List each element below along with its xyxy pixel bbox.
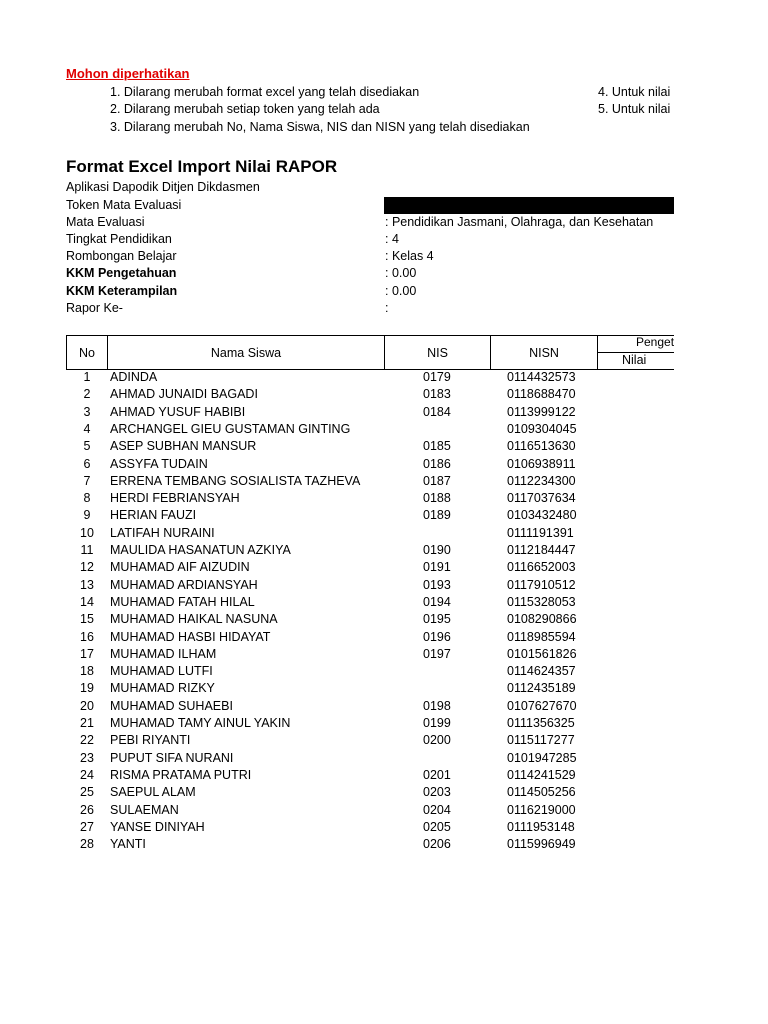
notice-title: Mohon diperhatikan	[66, 66, 190, 81]
cell-nis: 0186	[423, 457, 451, 471]
cell-no: 9	[83, 508, 91, 522]
cell-nama-siswa: LATIFAH NURAINI	[110, 526, 215, 540]
cell-nisn: 0101561826	[507, 647, 577, 661]
cell-no: 20	[80, 699, 94, 713]
cell-nis: 0185	[423, 439, 451, 453]
cell-nis: 0179	[423, 370, 451, 384]
cell-no: 12	[80, 560, 94, 574]
cell-nama-siswa: MUHAMAD HASBI HIDAYAT	[110, 630, 271, 644]
token-field[interactable]	[384, 197, 674, 214]
cell-nama-siswa: YANSE DINIYAH	[110, 820, 205, 834]
cell-nisn: 0114505256	[507, 785, 576, 799]
cell-nama-siswa: RISMA PRATAMA PUTRI	[110, 768, 252, 782]
cell-nisn: 0111356325	[507, 716, 575, 730]
cell-nis: 0200	[423, 733, 451, 747]
cell-nis: 0184	[423, 405, 451, 419]
cell-nisn: 0116219000	[507, 803, 576, 817]
cell-nama-siswa: MUHAMAD AIF AIZUDIN	[110, 560, 250, 574]
cell-nisn: 0108290866	[507, 612, 577, 626]
cell-nis: 0204	[423, 803, 451, 817]
app-name: Aplikasi Dapodik Ditjen Dikdasmen	[66, 180, 260, 194]
field-label-token: Token Mata Evaluasi	[66, 198, 182, 212]
cell-nisn: 0106938911	[507, 457, 576, 471]
cell-no: 27	[80, 820, 94, 834]
cell-nama-siswa: ASSYFA TUDAIN	[110, 457, 208, 471]
cell-nis: 0203	[423, 785, 451, 799]
field-label-kkm-pengetahuan: KKM Pengetahuan	[66, 266, 177, 280]
cell-no: 8	[83, 491, 91, 505]
cell-nama-siswa: YANTI	[110, 837, 146, 851]
cell-nis: 0183	[423, 387, 451, 401]
field-value-mata-evaluasi: : Pendidikan Jasmani, Olahraga, dan Kesehatan	[385, 215, 654, 229]
cell-nama-siswa: MUHAMAD RIZKY	[110, 681, 215, 695]
cell-no: 6	[83, 457, 91, 471]
cell-nis: 0187	[423, 474, 451, 488]
cell-nama-siswa: MUHAMAD TAMY AINUL YAKIN	[110, 716, 291, 730]
cell-nisn: 0112184447	[507, 543, 576, 557]
cell-no: 25	[80, 785, 94, 799]
notice-rule: 1. Dilarang merubah format excel yang telah disediakan	[110, 85, 420, 99]
cell-nama-siswa: SULAEMAN	[110, 803, 179, 817]
cell-no: 24	[80, 768, 94, 782]
cell-nisn: 0118985594	[507, 630, 576, 644]
cell-no: 3	[83, 405, 91, 419]
field-value-tingkat: : 4	[385, 232, 399, 246]
cell-no: 2	[83, 387, 91, 401]
cell-nisn: 0111953148	[507, 820, 575, 834]
cell-no: 7	[83, 474, 91, 488]
field-label-rombel: Rombongan Belajar	[66, 249, 177, 263]
cell-no: 14	[80, 595, 94, 609]
cell-nis: 0198	[423, 699, 451, 713]
cell-nisn: 0114624357	[507, 664, 576, 678]
cell-no: 22	[80, 733, 94, 747]
field-value-kkm-pengetahuan: : 0.00	[385, 266, 417, 280]
cell-nisn: 0116513630	[507, 439, 576, 453]
cell-nisn: 0114432573	[507, 370, 576, 384]
notice-rule: 5. Untuk nilai	[598, 102, 671, 116]
cell-nama-siswa: MUHAMAD HAIKAL NASUNA	[110, 612, 278, 626]
cell-nis: 0205	[423, 820, 451, 834]
cell-nisn: 0109304045	[507, 422, 577, 436]
cell-no: 28	[80, 837, 94, 851]
cell-no: 21	[80, 716, 94, 730]
field-value-rapor-ke: :	[385, 301, 389, 315]
field-label-rapor-ke: Rapor Ke-	[66, 301, 123, 315]
cell-nama-siswa: MUHAMAD ARDIANSYAH	[110, 578, 258, 592]
notice-rule: 2. Dilarang merubah setiap token yang telah ada	[110, 102, 380, 116]
cell-nisn: 0116652003	[507, 560, 576, 574]
cell-nisn: 0107627670	[507, 699, 577, 713]
cell-no: 16	[80, 630, 94, 644]
field-value-kkm-keterampilan: : 0.00	[385, 284, 417, 298]
cell-nis: 0206	[423, 837, 451, 851]
cell-nis: 0197	[423, 647, 451, 661]
column-header-no: No	[66, 335, 108, 370]
cell-nama-siswa: PEBI RIYANTI	[110, 733, 191, 747]
cell-no: 10	[80, 526, 94, 540]
cell-nis: 0189	[423, 508, 451, 522]
cell-no: 13	[80, 578, 94, 592]
field-value-rombel: : Kelas 4	[385, 249, 434, 263]
cell-nama-siswa: AHMAD JUNAIDI BAGADI	[110, 387, 258, 401]
cell-nisn: 0101947285	[507, 751, 577, 765]
column-header-nama: Nama Siswa	[107, 335, 385, 370]
column-header-pengetahuan: Penget	[636, 335, 675, 349]
cell-no: 26	[80, 803, 94, 817]
cell-nama-siswa: ASEP SUBHAN MANSUR	[110, 439, 257, 453]
field-label-kkm-keterampilan: KKM Keterampilan	[66, 284, 178, 298]
notice-rule: 4. Untuk nilai	[598, 85, 671, 99]
cell-nis: 0191	[423, 560, 451, 574]
cell-nis: 0201	[423, 768, 451, 782]
cell-nisn: 0115996949	[507, 837, 576, 851]
cell-nama-siswa: MUHAMAD FATAH HILAL	[110, 595, 255, 609]
cell-nisn: 0115117277	[507, 733, 575, 747]
cell-nama-siswa: MUHAMAD LUTFI	[110, 664, 213, 678]
cell-nis: 0188	[423, 491, 451, 505]
cell-nis: 0193	[423, 578, 451, 592]
column-header-nis: NIS	[384, 335, 491, 370]
cell-nama-siswa: MAULIDA HASANATUN AZKIYA	[110, 543, 291, 557]
cell-nis: 0195	[423, 612, 451, 626]
cell-no: 17	[80, 647, 94, 661]
cell-no: 11	[80, 543, 94, 557]
cell-nisn: 0117910512	[507, 578, 576, 592]
cell-nama-siswa: ERRENA TEMBANG SOSIALISTA TAZHEVA	[110, 474, 361, 488]
column-header-nilai: Nilai	[622, 353, 647, 367]
cell-no: 5	[83, 439, 91, 453]
cell-nis: 0199	[423, 716, 451, 730]
cell-no: 4	[83, 422, 91, 436]
notice-rule: 3. Dilarang merubah No, Nama Siswa, NIS dan NISN yang telah disediakan	[110, 120, 530, 134]
cell-nisn: 0113999122	[507, 405, 576, 419]
cell-nama-siswa: MUHAMAD ILHAM	[110, 647, 217, 661]
cell-no: 18	[80, 664, 94, 678]
cell-nama-siswa: HERDI FEBRIANSYAH	[110, 491, 240, 505]
cell-nisn: 0112234300	[507, 474, 576, 488]
cell-nisn: 0103432480	[507, 508, 577, 522]
cell-nisn: 0115328053	[507, 595, 576, 609]
cell-nama-siswa: ADINDA	[110, 370, 158, 384]
cell-nama-siswa: HERIAN FAUZI	[110, 508, 197, 522]
cell-nis: 0190	[423, 543, 451, 557]
cell-nama-siswa: ARCHANGEL GIEU GUSTAMAN GINTING	[110, 422, 351, 436]
cell-no: 1	[83, 370, 91, 384]
page-title: Format Excel Import Nilai RAPOR	[66, 157, 338, 176]
cell-no: 19	[80, 681, 94, 695]
cell-nama-siswa: SAEPUL ALAM	[110, 785, 196, 799]
cell-no: 23	[80, 751, 94, 765]
cell-nisn: 0112435189	[507, 681, 576, 695]
cell-no: 15	[80, 612, 94, 626]
cell-nis: 0194	[423, 595, 451, 609]
field-label-mata-evaluasi: Mata Evaluasi	[66, 215, 145, 229]
cell-nama-siswa: PUPUT SIFA NURANI	[110, 751, 234, 765]
cell-nisn: 0114241529	[507, 768, 576, 782]
cell-nisn: 0118688470	[507, 387, 576, 401]
cell-nisn: 0111191391	[507, 526, 574, 540]
cell-nama-siswa: MUHAMAD SUHAEBI	[110, 699, 233, 713]
cell-nis: 0196	[423, 630, 451, 644]
cell-nama-siswa: AHMAD YUSUF HABIBI	[110, 405, 246, 419]
field-label-tingkat: Tingkat Pendidikan	[66, 232, 172, 246]
cell-nisn: 0117037634	[507, 491, 576, 505]
column-header-nisn: NISN	[490, 335, 598, 370]
